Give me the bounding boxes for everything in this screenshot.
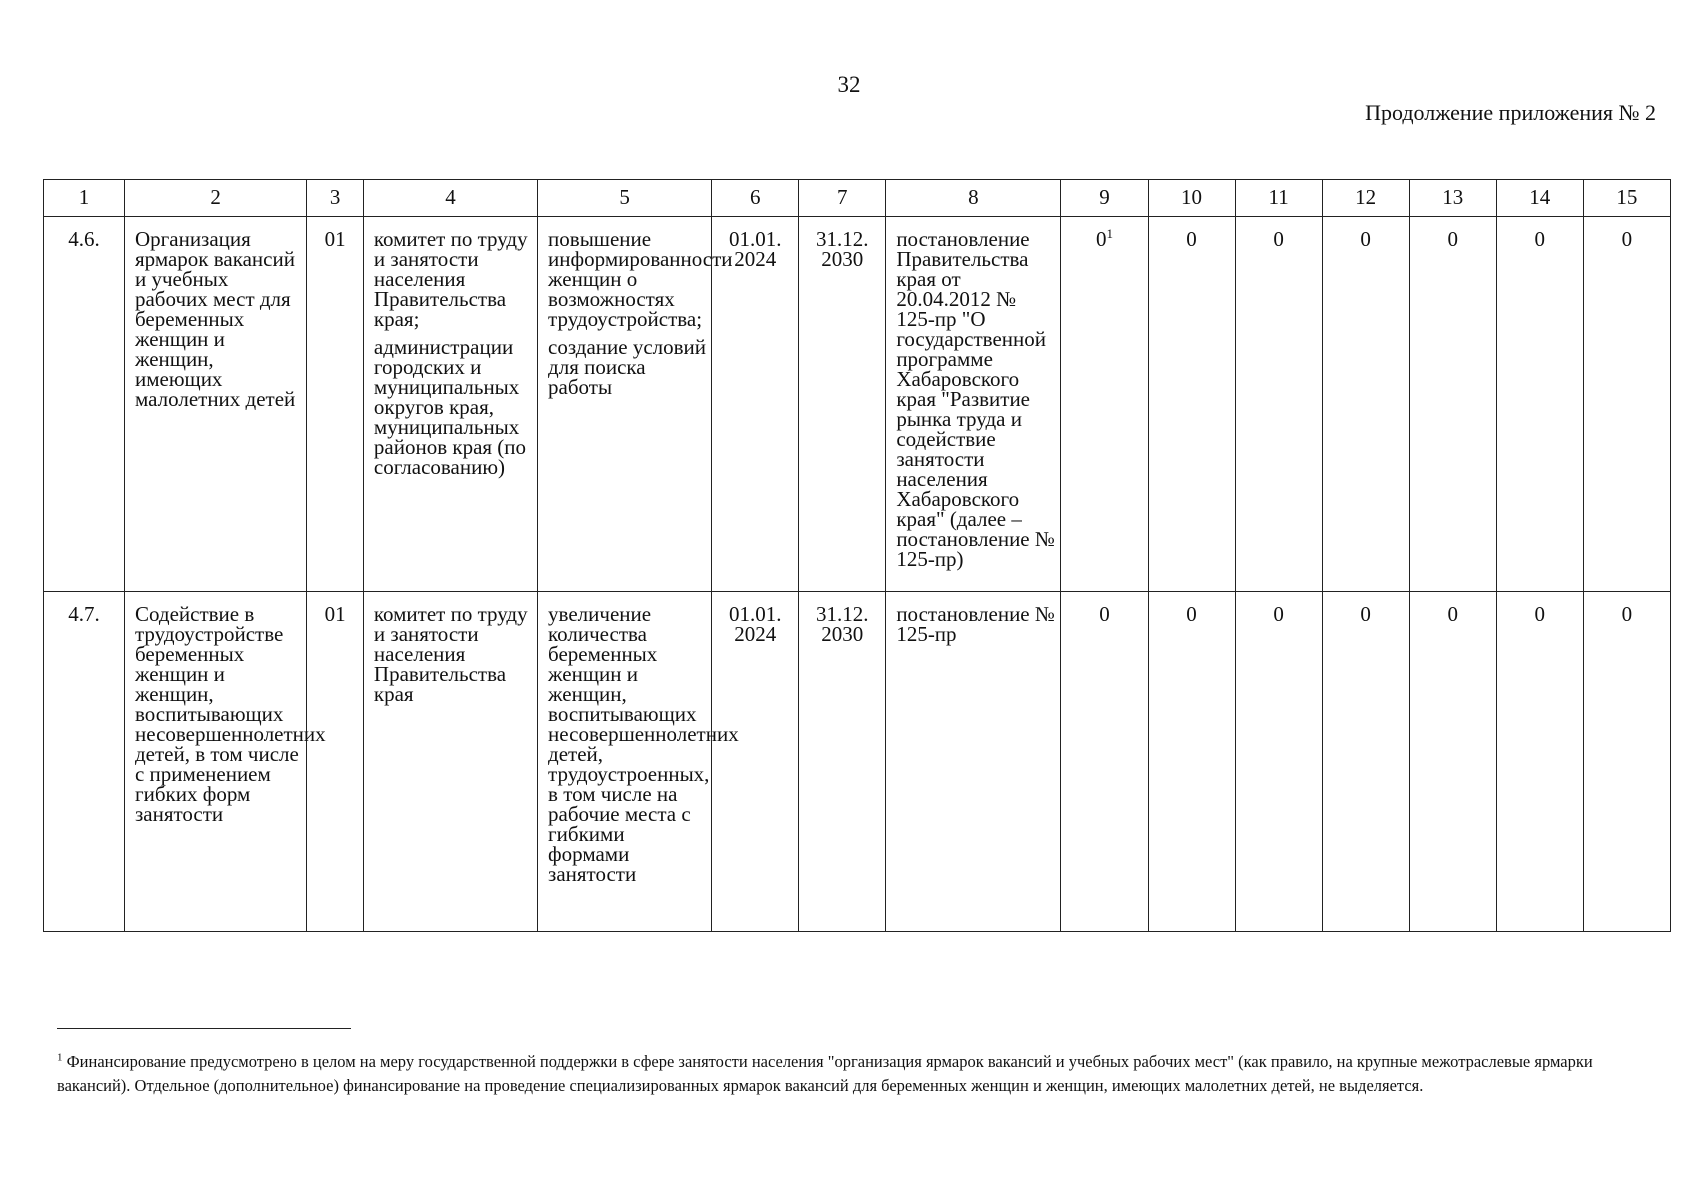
value-text: 0: [1095, 227, 1107, 251]
column-header: 3: [307, 180, 364, 217]
table-row: [44, 592, 1671, 932]
value-cell: 0: [1235, 592, 1322, 932]
column-header: 7: [799, 180, 886, 217]
basis-cell: постановление Правительства края от 20.04.2012 № 125-пр "О государственной программе Хабаровского края "Развитие рынка труда и содействие занятости населения Хабаровского края" (далее – постановление № 125-пр): [886, 217, 1061, 592]
value-cell: 0: [1148, 592, 1235, 932]
column-header: 8: [886, 180, 1061, 217]
executor-text: комитет по труду и занятости населения Правительства края;: [373, 227, 528, 331]
footnote: [57, 1050, 1647, 1098]
column-header: 12: [1322, 180, 1409, 217]
result-cell: [538, 217, 733, 592]
value-cell: 0: [1322, 592, 1409, 932]
value-cell: 0: [1148, 217, 1235, 592]
page-number: 32: [837, 72, 861, 97]
value-cell: 0: [1583, 217, 1670, 592]
footnote-marker: 1: [57, 1051, 63, 1064]
start-date: 01.01. 2024: [712, 217, 799, 592]
value-cell: 0: [1496, 217, 1583, 592]
code-cell: 01: [307, 592, 364, 932]
executor-text: комитет по труду и занятости населения Правительства края: [373, 602, 528, 706]
column-header: 13: [1409, 180, 1496, 217]
value-cell: [1061, 217, 1148, 592]
footnote-text: Финансирование предусмотрено в целом на меру государственной поддержки в сфере занятости населения "организация ярмарок вакансий и учебных рабочих мест" (как правило, на крупные межотраслевые ярмарки вакансий). Отдельное (дополнительное) финансирование на проведение специализированных ярмарок вакансий для беременных женщин и женщин, имеющих малолетних детей, не выделяется.: [57, 1052, 1593, 1095]
result-cell: [538, 592, 739, 932]
appendix-label: Продолжение приложения № 2: [1365, 100, 1656, 125]
result-text: повышение информированности женщин о возможностях трудоустройства;: [548, 227, 733, 331]
footnote-divider: [57, 1028, 351, 1029]
measures-table: [43, 179, 1671, 932]
basis-cell: постановление № 125-пр: [886, 592, 1061, 932]
executor-cell: [363, 592, 537, 932]
event-name: Организация ярмарок вакансий и учебных рабочих мест для беременных женщин и женщин, имеющих малолетних детей: [124, 217, 306, 592]
value-cell: 0: [1583, 592, 1670, 932]
result-text: увеличение количества беременных женщин и женщин, воспитывающих несовершеннолетних детей, трудоустроенных, в том числе на рабочие места с гибкими формами занятости: [548, 602, 739, 886]
value-cell: 0: [1322, 217, 1409, 592]
executor-text: администрации городских и муниципальных округов края, муниципальных районов края (по согласованию): [373, 335, 527, 479]
column-header: 11: [1235, 180, 1322, 217]
column-header: 4: [363, 180, 537, 217]
start-date: 01.01. 2024: [712, 592, 799, 932]
value-cell: 0: [1061, 592, 1148, 932]
column-header: 15: [1583, 180, 1670, 217]
row-number: 4.6.: [44, 217, 125, 592]
end-date: 31.12. 2030: [799, 592, 886, 932]
footnote-reference: 1: [1106, 226, 1113, 241]
result-text: создание условий для поиска работы: [548, 335, 707, 399]
column-header: 5: [538, 180, 712, 217]
value-cell: 0: [1496, 592, 1583, 932]
executor-cell: [363, 217, 537, 592]
column-header: 2: [124, 180, 306, 217]
row-number: 4.7.: [44, 592, 125, 932]
value-cell: 0: [1409, 217, 1496, 592]
value-cell: 0: [1235, 217, 1322, 592]
column-header: 10: [1148, 180, 1235, 217]
event-name: Содействие в трудоустройстве беременных женщин и женщин, воспитывающих несовершеннолетних детей, в том числе с применением гибких форм занятости: [124, 592, 306, 932]
code-cell: 01: [307, 217, 364, 592]
column-header: 6: [712, 180, 799, 217]
column-header: 1: [44, 180, 125, 217]
end-date: 31.12. 2030: [799, 217, 886, 592]
table-header-row: [44, 180, 1671, 217]
column-header: 9: [1061, 180, 1148, 217]
table-row: [44, 217, 1671, 592]
value-cell: 0: [1409, 592, 1496, 932]
column-header: 14: [1496, 180, 1583, 217]
